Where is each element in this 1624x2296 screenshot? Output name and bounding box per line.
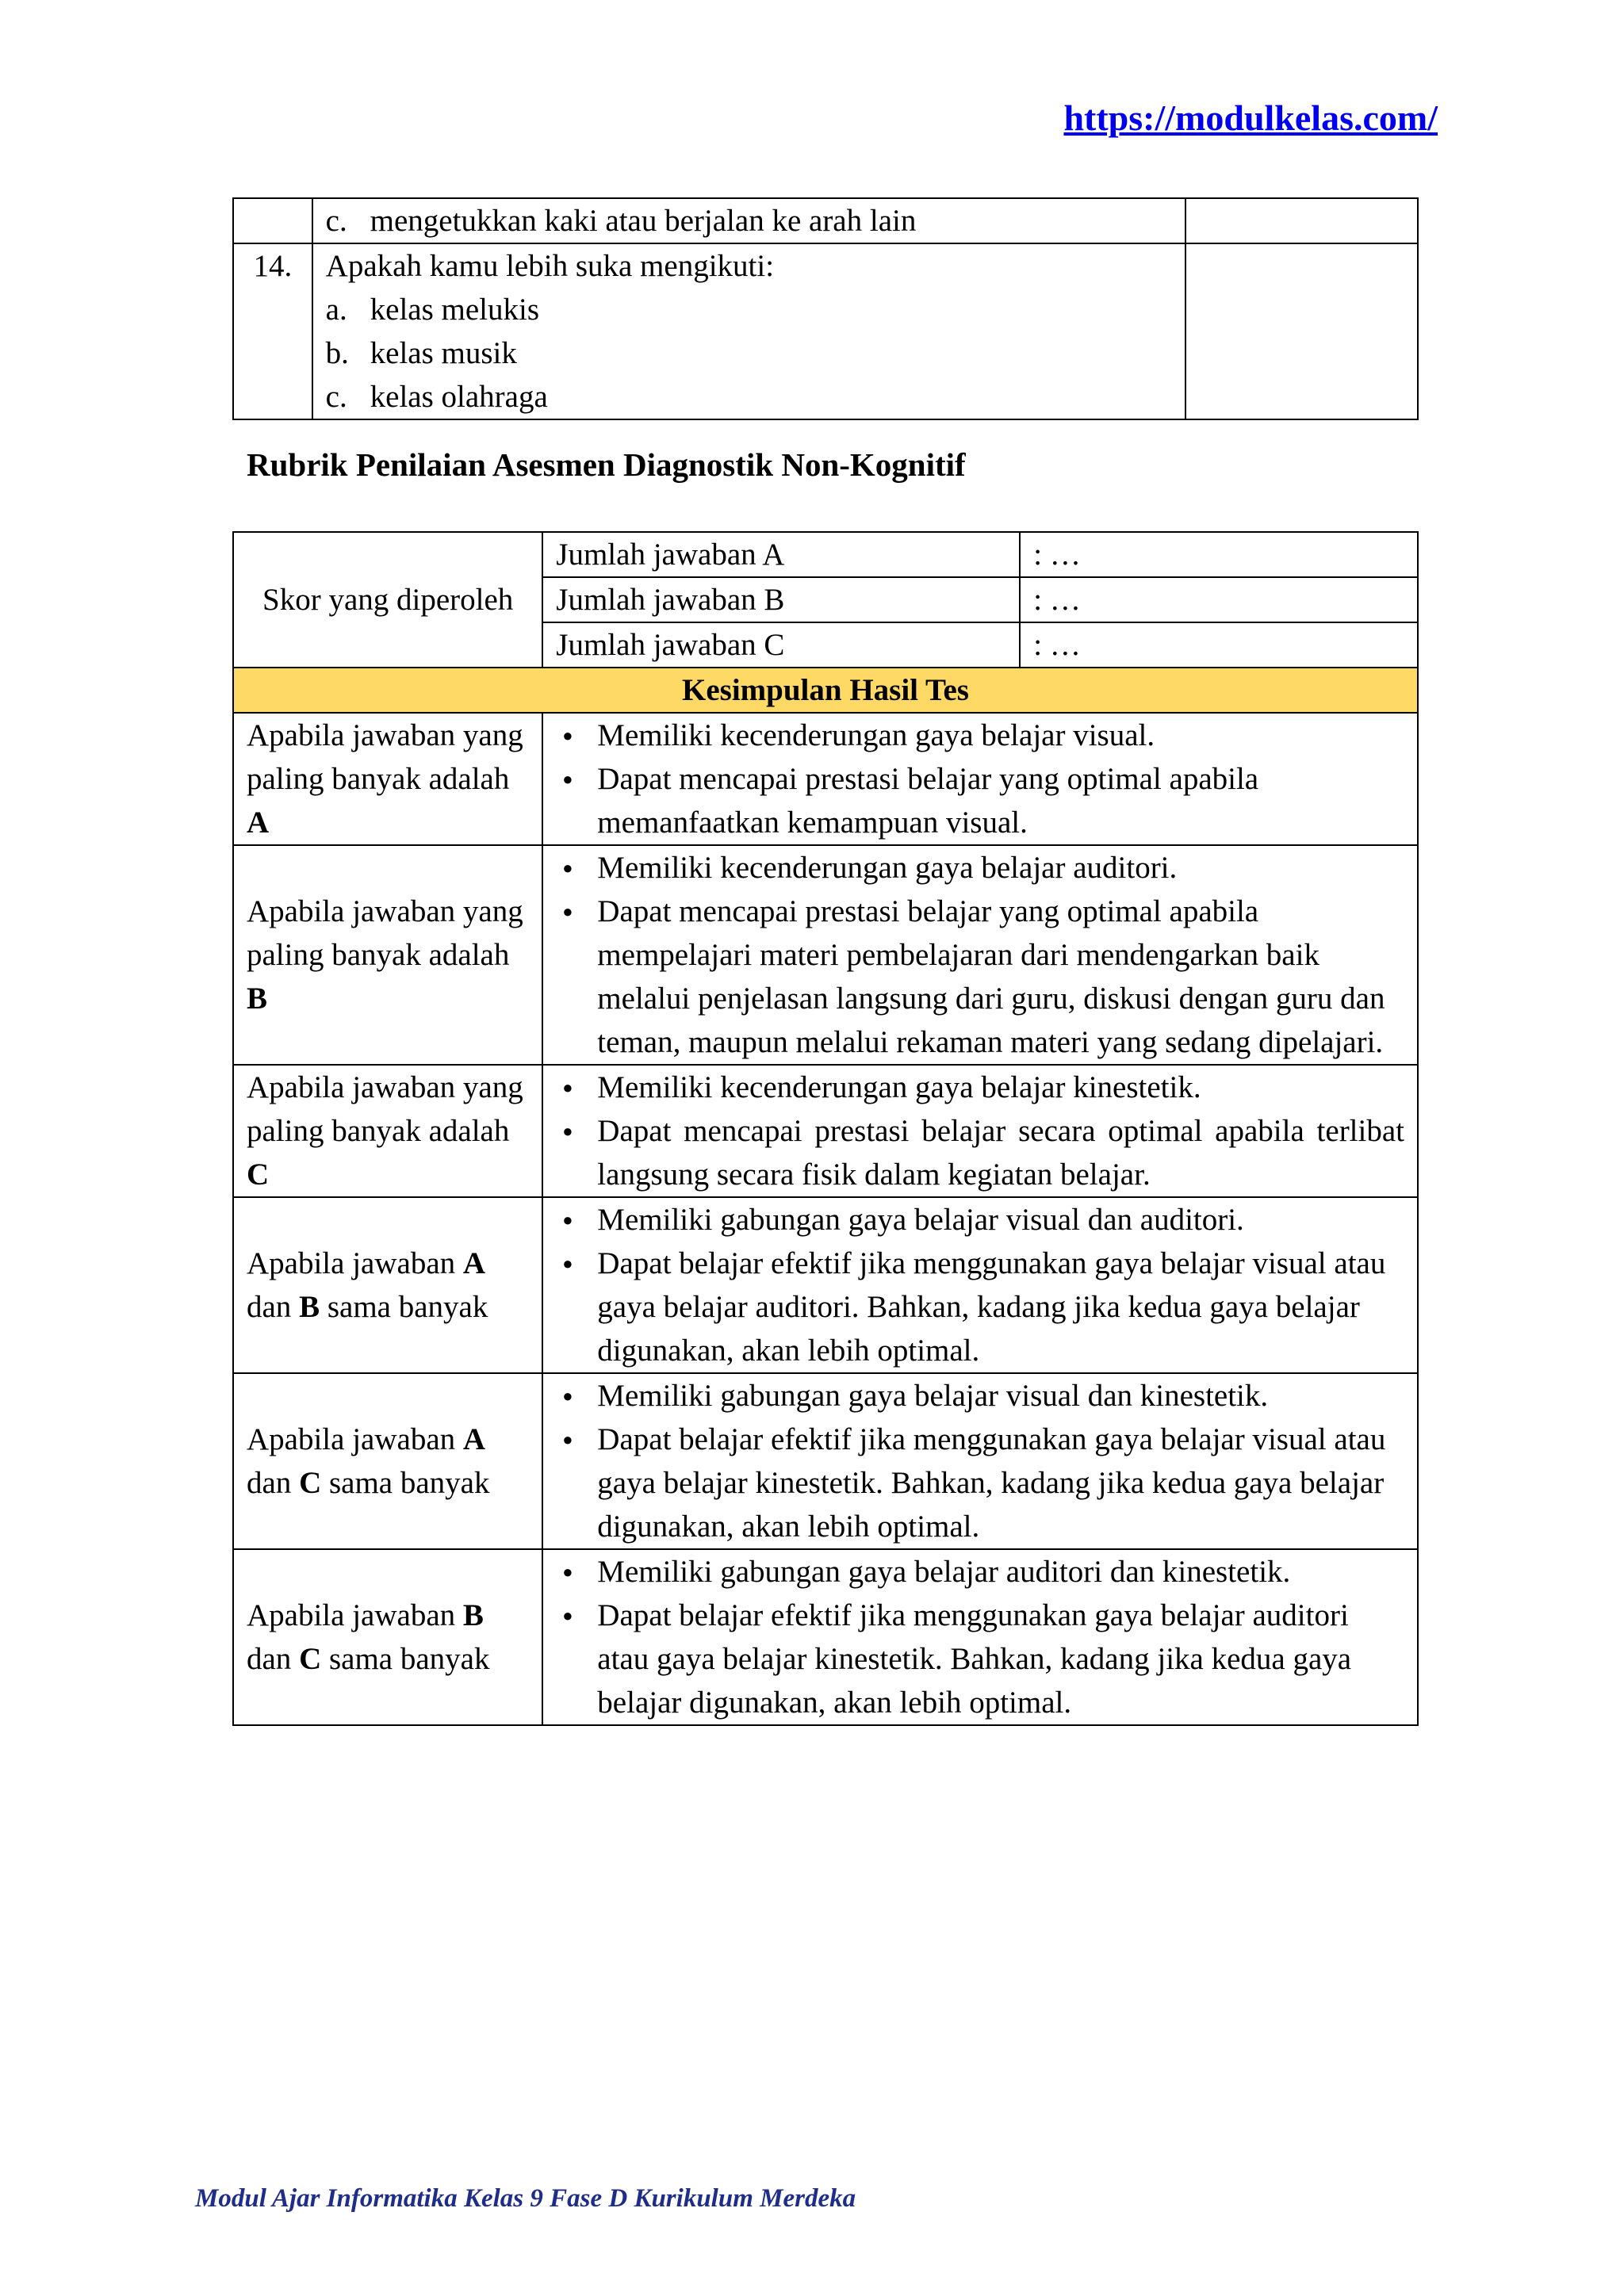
table-row xyxy=(233,532,1418,577)
conclusion-cell xyxy=(542,1197,1418,1373)
conclusion-cell xyxy=(542,1549,1418,1725)
table-row xyxy=(233,1373,1418,1549)
score-row-value: : … xyxy=(1020,577,1418,622)
question-text-cell xyxy=(312,198,1185,243)
condition-cell: Apabila jawaban yang paling banyak adalah B xyxy=(233,845,542,1065)
condition-cell: Apabila jawaban B dan C sama banyak xyxy=(233,1549,542,1725)
table-row xyxy=(233,668,1418,713)
list-item: ● Dapat belajar efektif jika menggunakan gaya belajar visual atau gaya belajar auditori. Bahkan, kadang jika kedua gaya belajar digunakan, akan lebih optimal. xyxy=(556,1242,1404,1372)
list-item: ● Memiliki kecenderungan gaya belajar auditori. xyxy=(556,846,1404,890)
list-item: ● Memiliki kecenderungan gaya belajar kinestetik. xyxy=(556,1066,1404,1109)
rubric-title: Rubrik Penilaian Asesmen Diagnostik Non-Kognitif xyxy=(247,446,966,483)
answer-cell xyxy=(1185,198,1418,243)
table-row xyxy=(233,243,1418,419)
list-item: ● Dapat mencapai prestasi belajar yang optimal apabila memanfaatkan kemampuan visual. xyxy=(556,757,1404,844)
conclusion-cell xyxy=(542,1373,1418,1549)
score-row-label: Jumlah jawaban A xyxy=(542,532,1020,577)
list-item: ● Memiliki gabungan gaya belajar auditori dan kinestetik. xyxy=(556,1550,1404,1594)
conclusion-cell xyxy=(542,1065,1418,1197)
rubric-table xyxy=(232,531,1419,1726)
score-row-label: Jumlah jawaban C xyxy=(542,622,1020,668)
question-table xyxy=(232,197,1419,420)
answer-cell xyxy=(1185,243,1418,419)
table-row xyxy=(233,1065,1418,1197)
list-item: ● Memiliki gabungan gaya belajar visual dan kinestetik. xyxy=(556,1374,1404,1418)
conclusion-cell xyxy=(542,713,1418,845)
option: b. kelas musik xyxy=(325,336,517,370)
list-item: ● Dapat belajar efektif jika menggunakan gaya belajar auditori atau gaya belajar kinestetik. Bahkan, kadang jika kedua gaya belajar digunakan, akan lebih optimal. xyxy=(556,1594,1404,1724)
score-label: Skor yang diperoleh xyxy=(233,532,542,668)
question-number: 14. xyxy=(233,243,312,419)
table-row xyxy=(233,1549,1418,1725)
table-row xyxy=(233,845,1418,1065)
condition-cell: Apabila jawaban yang paling banyak adalah A xyxy=(233,713,542,845)
score-row-value: : … xyxy=(1020,532,1418,577)
conclusion-header: Kesimpulan Hasil Tes xyxy=(233,668,1418,713)
list-item: ● Dapat belajar efektif jika menggunakan gaya belajar visual atau gaya belajar kinestetik. Bahkan, kadang jika kedua gaya belajar digunakan, akan lebih optimal. xyxy=(556,1418,1404,1548)
option: a. kelas melukis xyxy=(325,293,540,327)
question-text: Apakah kamu lebih suka mengikuti: xyxy=(325,249,775,283)
footer-text: Modul Ajar Informatika Kelas 9 Fase D Kurikulum Merdeka xyxy=(195,2184,856,2213)
list-item: ● Memiliki gabungan gaya belajar visual dan auditori. xyxy=(556,1198,1404,1242)
list-item: ● Memiliki kecenderungan gaya belajar visual. xyxy=(556,714,1404,757)
question-number xyxy=(233,198,312,243)
table-row xyxy=(233,713,1418,845)
table-row xyxy=(233,198,1418,243)
list-item: ● Dapat mencapai prestasi belajar secara optimal apabila terlibat langsung secara fisik dalam kegiatan belajar. xyxy=(556,1109,1404,1196)
score-row-value: : … xyxy=(1020,622,1418,668)
option: c. mengetukkan kaki atau berjalan ke arah lain xyxy=(325,204,917,238)
question-text-cell xyxy=(312,243,1185,419)
condition-cell: Apabila jawaban yang paling banyak adalah C xyxy=(233,1065,542,1197)
condition-cell: Apabila jawaban A dan B sama banyak xyxy=(233,1197,542,1373)
option: c. kelas olahraga xyxy=(325,380,548,414)
condition-cell: Apabila jawaban A dan C sama banyak xyxy=(233,1373,542,1549)
header-url-link[interactable]: https://modulkelas.com/ xyxy=(1063,98,1438,138)
list-item: ● Dapat mencapai prestasi belajar yang optimal apabila mempelajari materi pembelajaran dari mendengarkan baik melalui penjelasan langsung dari guru, diskusi dengan guru dan teman, maupun melalui rekaman materi yang sedang dipelajari. xyxy=(556,890,1404,1064)
conclusion-cell xyxy=(542,845,1418,1065)
score-row-label: Jumlah jawaban B xyxy=(542,577,1020,622)
table-row xyxy=(233,1197,1418,1373)
